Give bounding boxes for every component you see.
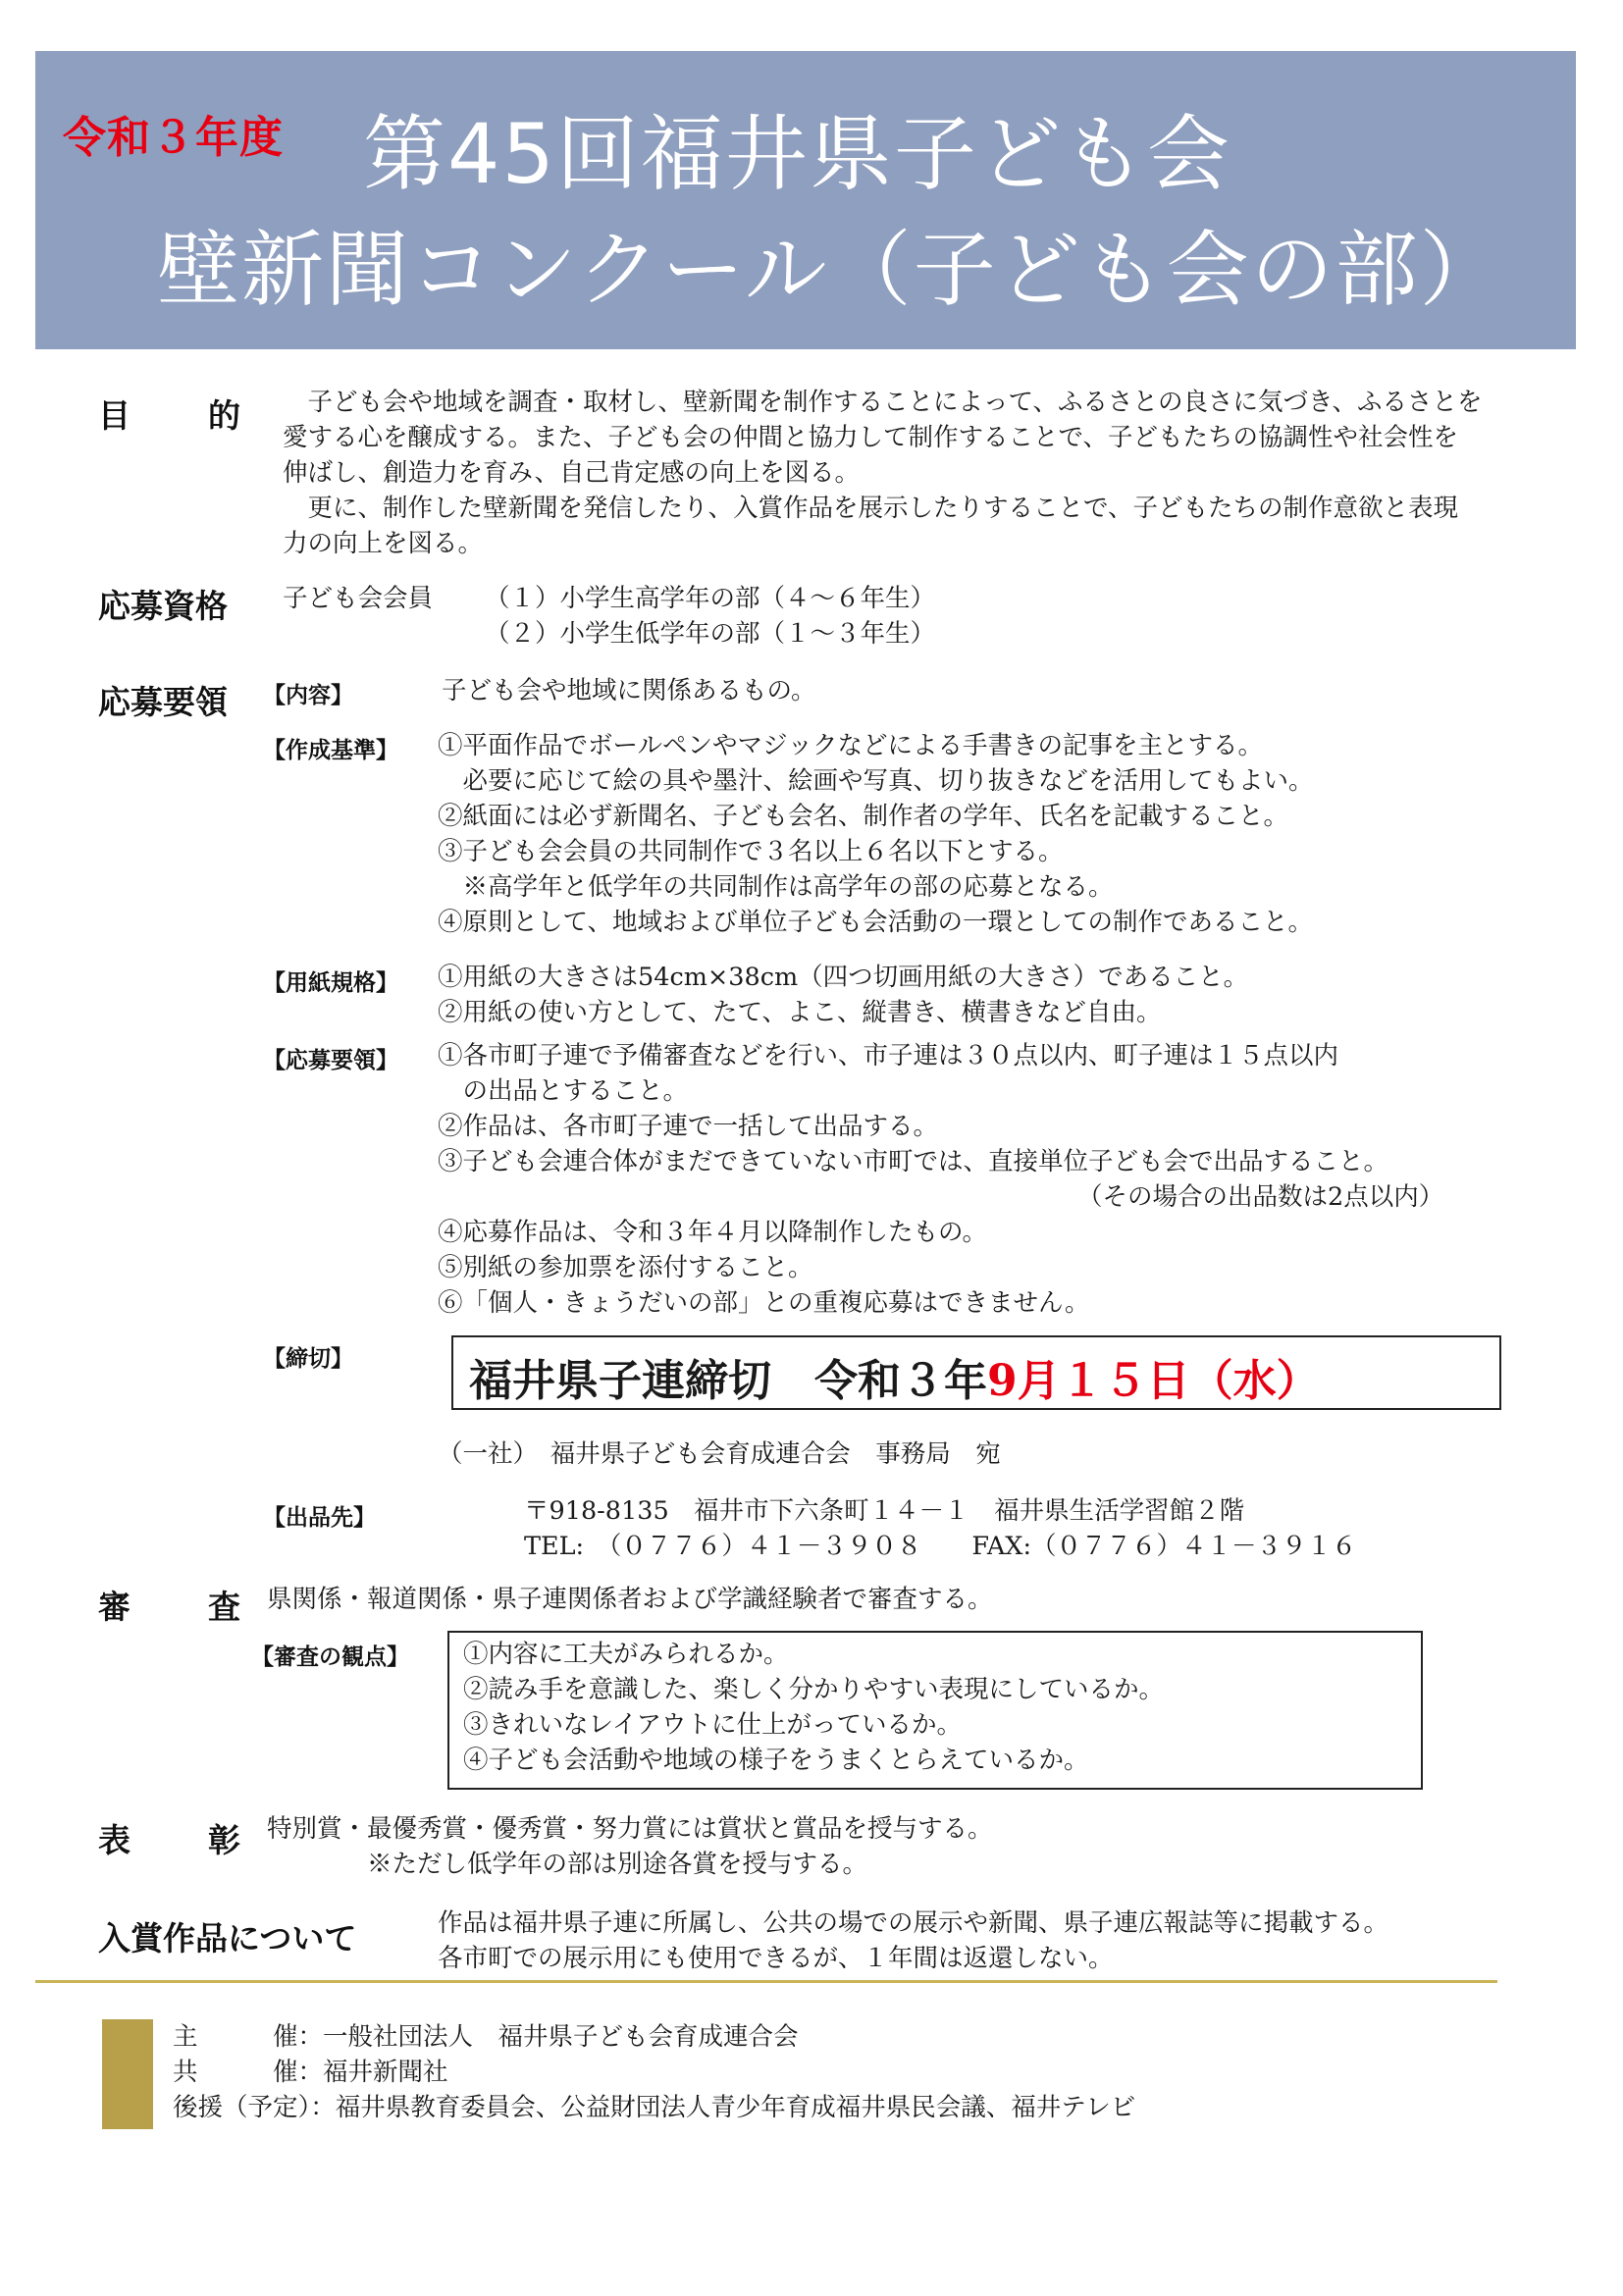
method-label: 【応募要領】 (263, 1048, 398, 1073)
guidelines-heading: 応募要領 (98, 683, 228, 721)
method-note: （その場合の出品数は2点以内） (1077, 1182, 1444, 1212)
organizer-row: 主 催：一般社団法人 福井県子ども会育成連合会 (173, 2022, 799, 2052)
paper-list: ①用紙の大きさは54cm×38cm（四つ切画用紙の大きさ）であること。 ②用紙の使い方として、たて、よこ、縦書き、横書きなど自由。 (438, 963, 1249, 1027)
viewpoint-label: 【審査の観点】 (251, 1644, 409, 1670)
recipient-text: （一社） 福井県子ども会育成連合会 事務局 宛 (438, 1439, 1001, 1469)
page-title-line1: 第45回福井県子ども会 (363, 106, 1231, 202)
method-list: ①各市町子連で予備審査などを行い、市子連は３０点以内、町子連は１５点以内 の出品とすること。 ②作品は、各市町子連で一括して出品する。 ③子ども会連合体がまだできていない市町では、直接単位子ども会で出品すること。 (438, 1041, 1389, 1176)
submit-address: 〒918-8135 福井市下六条町１４－１ 福井県生活学習館２階 (524, 1496, 1245, 1526)
cosponsor-row: 共 催：福井新聞社 (173, 2058, 448, 2087)
deadline-text (469, 1345, 1320, 1408)
deadline-prefix: 福井県子連締切 令和３年 (469, 1356, 987, 1406)
page-title-line2: 壁新聞コンクール（子ども会の部） (157, 222, 1504, 318)
deadline-date: 9月１５日（水） (987, 1356, 1320, 1406)
judging-text: 県関係・報道関係・県子連関係者および学識経験者で審査する。 (267, 1585, 993, 1614)
supporter-row: 後援（予定）：福井県教育委員会、公益財団法人青少年育成福井県民会議、福井テレビ (173, 2093, 1136, 2122)
eligibility-heading: 応募資格 (98, 587, 228, 625)
paper-label: 【用紙規格】 (263, 970, 398, 996)
eligibility-list: （１）小学生高学年の部（４～６年生） （２）小学生低学年の部（１～３年生） (485, 584, 936, 649)
footer-credits (173, 2019, 1135, 2125)
criteria-label: 【作成基準】 (263, 738, 398, 763)
submit-phone: TEL: （０７７６）４１－３９０８ FAX:（０７７６）４１－３９１６ (524, 1532, 1357, 1561)
awards-heading: 表 彰 (98, 1821, 240, 1859)
winning-heading: 入賞作品について (98, 1919, 357, 1957)
submit-label: 【出品先】 (263, 1505, 376, 1531)
purpose-heading: 目 的 (98, 396, 240, 435)
footer-accent-bar (102, 2019, 153, 2129)
deadline-label: 【締切】 (263, 1346, 353, 1372)
fiscal-year-label: 令和３年度 (63, 113, 284, 163)
content-label: 【内容】 (263, 683, 353, 708)
method-list-cont: ④応募作品は、令和３年４月以降制作したもの。 ⑤別紙の参加票を添付すること。 ⑥「個人・きょうだいの部」との重複応募はできません。 (438, 1218, 1090, 1318)
footer-divider (35, 1980, 1497, 1983)
winning-text: 作品は福井県子連に所属し、公共の場での展示や新聞、県子連広報誌等に掲載する。 各市町での展示用にも使用できるが、１年間は返還しない。 (438, 1908, 1389, 1973)
awards-text: 特別賞・最優秀賞・優秀賞・努力賞には賞状と賞品を授与する。 ※ただし低学年の部は別途各賞を授与する。 (267, 1814, 993, 1879)
criteria-list: ①平面作品でボールペンやマジックなどによる手書きの記事を主とする。 必要に応じて絵の具や墨汁、絵画や写真、切り抜きなどを活用してもよい。 ②紙面には必ず新聞名、子ども会名、制作者の学年、氏名を記載すること。 ③子ども会会員の共同制作で３名以上６名以下とする。 ※高学年と低学年の共同制作は高学年の部の応募となる。 ④原則として、地域および単位子ども会活動の一環としての制作であること。 (438, 731, 1314, 937)
content-text: 子ども会や地域に関係あるもの。 (442, 676, 816, 705)
purpose-text: 子ども会や地域を調査・取材し、壁新聞を制作することによって、ふるさとの良さに気づき、ふるさとを 愛する心を醸成する。また、子ども会の仲間と協力して制作することで、子どもたちの協調性や社会性を 伸ばし、創造力を育み、自己肯定感の向上を図る。 更に、制作した壁新聞を発信したり、入賞作品を展示したりすることで、子どもたちの制作意欲と表現 力の向上を図る。 (283, 388, 1483, 558)
judging-heading: 審 査 (98, 1588, 240, 1626)
viewpoint-list: ①内容に工夫がみられるか。 ②読み手を意識した、楽しく分かりやすい表現にしているか。 ③きれいなレイアウトに仕上がっているか。 ④子ども会活動や地域の様子をうまくとらえているか。 (463, 1640, 1165, 1775)
eligibility-member: 子ども会会員 (283, 584, 434, 613)
